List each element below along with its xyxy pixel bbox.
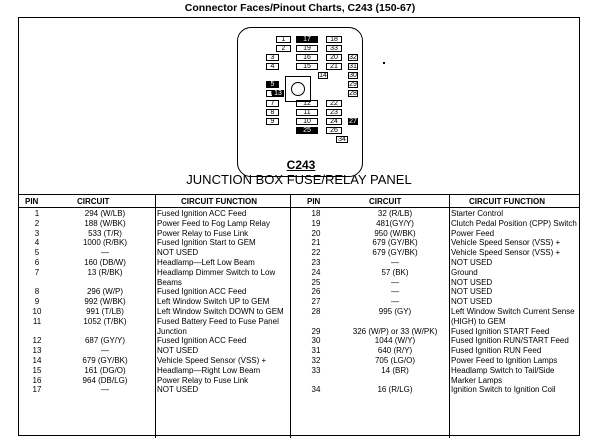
cavity-22: 22	[326, 100, 342, 107]
circuit-cell: —	[391, 277, 399, 287]
table-row	[291, 307, 580, 327]
function-cell: Fused Ignition ACC Feed	[157, 287, 247, 297]
cavity-13: 13	[272, 90, 284, 97]
pin-cell: 33	[311, 365, 321, 375]
circuit-cell: —	[391, 257, 399, 267]
cavity-5: 5	[266, 81, 279, 88]
header-circuit: CIRCUIT	[369, 197, 402, 206]
pinout-table	[19, 194, 579, 438]
function-cell: Left Window Switch Current Sense (HIGH) to GEM	[451, 306, 575, 326]
function-cell: Vehicle Speed Sensor (VSS) +	[157, 355, 267, 365]
cavity-26: 26	[326, 127, 342, 134]
cavity-34: 34	[336, 136, 348, 143]
pin-cell: 25	[311, 277, 321, 287]
circuit-cell: 533 (T/R)	[88, 228, 122, 238]
function-cell: Vehicle Speed Sensor (VSS) +	[451, 248, 561, 258]
connector-diagram	[19, 18, 579, 194]
table-row	[19, 336, 290, 346]
cavity-10: 10	[296, 118, 318, 125]
function-cell: Fused Battery Feed to Fuse Panel Junction	[157, 316, 279, 336]
function-cell: Power Feed to Ignition Lamps	[451, 355, 558, 365]
table-row	[19, 297, 290, 307]
pin-cell: 5	[34, 248, 40, 258]
cavity-8: 8	[266, 109, 279, 116]
circuit-cell: —	[101, 385, 109, 395]
connector-label: C243	[286, 158, 316, 172]
pin-cell: 12	[32, 336, 42, 346]
function-cell: NOT USED	[157, 346, 199, 356]
table-row	[291, 248, 580, 258]
function-cell: Fused Ignition RUN Feed	[451, 346, 542, 356]
circuit-cell: 161 (DG/O)	[84, 365, 126, 375]
cavity-2: 2	[276, 45, 291, 52]
function-cell: Power Relay to Fuse Link	[157, 228, 249, 238]
function-cell: Fused Ignition START Feed	[451, 326, 550, 336]
function-cell: Power Feed	[451, 228, 495, 238]
circuit-cell: 1052 (T/BK)	[83, 316, 127, 326]
rows-left	[19, 209, 290, 395]
pin-cell: 7	[34, 267, 40, 277]
cavity-3: 3	[266, 54, 279, 61]
cavity-32: 32	[349, 54, 357, 61]
circuit-cell: —	[101, 346, 109, 356]
table-row	[291, 327, 580, 337]
rows-right	[291, 209, 580, 395]
circuit-cell: 991 (T/LB)	[86, 306, 124, 316]
circuit-cell: 679 (GY/BK)	[372, 248, 418, 258]
cavity-17: 17	[296, 36, 318, 43]
cavity-14: 14	[319, 72, 327, 79]
circuit-cell: 13 (R/BK)	[87, 267, 123, 277]
cavity-7: 7	[266, 100, 279, 107]
circuit-cell: 992 (W/BK)	[84, 297, 126, 307]
header-function: CIRCUIT FUNCTION	[181, 197, 257, 206]
circuit-cell: 14 (BR)	[381, 365, 409, 375]
table-row	[291, 385, 580, 395]
function-cell: Fused Ignition ACC Feed	[157, 336, 247, 346]
cavity-27: 27	[349, 118, 357, 125]
circuit-cell: 294 (W/LB)	[84, 209, 126, 218]
pin-cell: 28	[311, 306, 321, 316]
function-cell: NOT USED	[157, 385, 199, 395]
pinout-table-left	[19, 195, 290, 438]
pin-cell: 19	[311, 218, 321, 228]
cavity-20: 20	[326, 54, 342, 61]
function-cell: NOT USED	[451, 277, 493, 287]
table-row	[291, 287, 580, 297]
header-divider	[291, 207, 580, 208]
function-cell: Fused Ignition Start to GEM	[157, 238, 256, 248]
connector-face	[237, 27, 363, 177]
pin-cell: 17	[32, 385, 42, 395]
connector-center-post	[285, 76, 311, 102]
table-row	[19, 287, 290, 297]
cavity-30: 30	[349, 72, 357, 79]
header-pin: PIN	[307, 197, 321, 206]
cavity-31: 31	[349, 63, 357, 70]
circuit-cell: 481(GY/Y)	[376, 218, 414, 228]
header-pin: PIN	[25, 197, 39, 206]
cavity-11: 11	[296, 109, 318, 116]
table-row	[19, 268, 290, 288]
table-row	[291, 268, 580, 278]
pin-cell: 3	[34, 228, 40, 238]
function-cell: Left Window Switch DOWN to GEM	[157, 306, 284, 316]
circuit-cell: 679 (GY/BK)	[82, 355, 128, 365]
cavity-33: 33	[326, 45, 342, 52]
table-row	[291, 258, 580, 268]
table-row	[19, 258, 290, 268]
circuit-cell: —	[101, 248, 109, 258]
pin-cell: 21	[311, 238, 321, 248]
circuit-cell: 1044 (W/Y)	[374, 336, 416, 346]
pin-cell: 24	[311, 267, 321, 277]
table-row	[291, 346, 580, 356]
circuit-cell: 964 (DB/LG)	[82, 375, 128, 385]
pin-cell: 14	[32, 355, 42, 365]
circuit-cell: 326 (W/P) or 33 (W/PK)	[352, 326, 438, 336]
pin-cell: 18	[311, 209, 321, 218]
cavity-18: 18	[326, 36, 342, 43]
panel-title: JUNCTION BOX FUSE/RELAY PANEL	[186, 172, 412, 187]
function-cell: Headlamp Dimmer Switch to Low Beams	[157, 267, 276, 287]
function-cell: NOT USED	[451, 297, 493, 307]
cavity-28: 28	[349, 90, 357, 97]
header-function: CIRCUIT FUNCTION	[469, 197, 545, 206]
pin-cell: 10	[32, 306, 42, 316]
function-cell: NOT USED	[451, 257, 493, 267]
table-row	[291, 238, 580, 248]
circuit-cell: 679 (GY/BK)	[372, 238, 418, 248]
table-row	[19, 307, 290, 317]
function-cell: Power Relay to Fuse Link	[157, 375, 249, 385]
pin-cell: 22	[311, 248, 321, 258]
pin-cell: 23	[311, 257, 321, 267]
function-cell: Headlamp—Right Low Beam	[157, 365, 261, 375]
function-cell: NOT USED	[451, 287, 493, 297]
table-row	[291, 297, 580, 307]
cavity-21: 21	[326, 63, 342, 70]
pinout-table-right	[290, 195, 580, 438]
function-cell: Headlamp—Left Low Beam	[157, 257, 255, 267]
table-row	[291, 278, 580, 288]
pin-cell: 16	[32, 375, 42, 385]
pin-cell: 9	[34, 297, 40, 307]
function-cell: Headlamp Switch to Tail/Side Marker Lamps	[451, 365, 555, 385]
pin-cell: 20	[311, 228, 321, 238]
circuit-cell: —	[391, 287, 399, 297]
center-ring	[291, 82, 305, 96]
pin-cell: 13	[32, 346, 42, 356]
table-row	[19, 209, 290, 219]
circuit-cell: 32 (R/LB)	[377, 209, 413, 218]
reference-dot	[383, 62, 385, 64]
circuit-cell: 188 (W/BK)	[84, 218, 126, 228]
function-cell: Starter Control	[451, 209, 504, 218]
pin-cell: 8	[34, 287, 40, 297]
pin-cell: 29	[311, 326, 321, 336]
table-row	[291, 366, 580, 386]
cavity-25: 25	[296, 127, 318, 134]
pin-cell: 11	[32, 316, 42, 326]
function-cell: Ground	[451, 267, 478, 277]
circuit-cell: 950 (W/BK)	[374, 228, 416, 238]
circuit-cell: 995 (GY)	[378, 306, 412, 316]
cavity-4: 4	[266, 63, 279, 70]
pin-cell: 31	[311, 346, 321, 356]
function-cell: Clutch Pedal Position (CPP) Switch	[451, 218, 577, 228]
pin-cell: 1	[34, 209, 40, 218]
table-row	[19, 229, 290, 239]
pin-cell: 4	[34, 238, 40, 248]
table-row	[19, 346, 290, 356]
table-row	[19, 248, 290, 258]
table-row	[19, 366, 290, 376]
function-cell: Vehicle Speed Sensor (VSS) +	[451, 238, 561, 248]
table-row	[19, 356, 290, 366]
circuit-cell: 57 (BK)	[381, 267, 409, 277]
function-cell: Power Feed to Fog Lamp Relay	[157, 218, 270, 228]
pinout-chart-frame	[18, 17, 580, 436]
circuit-cell: 705 (LG/O)	[374, 355, 415, 365]
table-row	[291, 209, 580, 219]
function-cell: Fused Ignition ACC Feed	[157, 209, 247, 218]
pin-cell: 34	[311, 385, 321, 395]
pin-cell: 27	[311, 297, 321, 307]
table-row	[19, 385, 290, 395]
pin-cell: 26	[311, 287, 321, 297]
function-cell: Ignition Switch to Ignition Coil	[451, 385, 556, 395]
circuit-cell: —	[391, 297, 399, 307]
pin-cell: 32	[311, 355, 321, 365]
circuit-cell: 296 (W/P)	[86, 287, 123, 297]
circuit-cell: 640 (R/Y)	[377, 346, 413, 356]
circuit-cell: 16 (R/LG)	[377, 385, 413, 395]
cavity-23: 23	[326, 109, 342, 116]
table-row	[291, 219, 580, 229]
table-row	[19, 219, 290, 229]
cavity-29: 29	[349, 81, 357, 88]
table-row	[19, 317, 290, 337]
function-cell: Fused Ignition RUN/START Feed	[451, 336, 569, 346]
circuit-cell: 160 (DB/W)	[84, 257, 126, 267]
cavity-12: 12	[296, 100, 318, 107]
header-circuit: CIRCUIT	[77, 197, 110, 206]
pin-cell: 2	[34, 218, 40, 228]
cavity-19: 19	[296, 45, 318, 52]
table-row	[291, 229, 580, 239]
function-cell: NOT USED	[157, 248, 199, 258]
table-row	[19, 238, 290, 248]
table-row	[19, 376, 290, 386]
function-cell: Left Window Switch UP to GEM	[157, 297, 270, 307]
cavity-15: 15	[296, 63, 318, 70]
cavity-9: 9	[266, 118, 279, 125]
circuit-cell: 687 (GY/Y)	[84, 336, 125, 346]
table-row	[291, 356, 580, 366]
pin-cell: 6	[34, 257, 40, 267]
cavity-1: 1	[276, 36, 291, 43]
cavity-24: 24	[326, 118, 342, 125]
pin-cell: 30	[311, 336, 321, 346]
pin-cell: 15	[32, 365, 42, 375]
page-title: Connector Faces/Pinout Charts, C243 (150-67)	[184, 2, 416, 14]
circuit-cell: 1000 (R/BK)	[82, 238, 128, 248]
table-row	[291, 336, 580, 346]
cavity-16: 16	[296, 54, 318, 61]
